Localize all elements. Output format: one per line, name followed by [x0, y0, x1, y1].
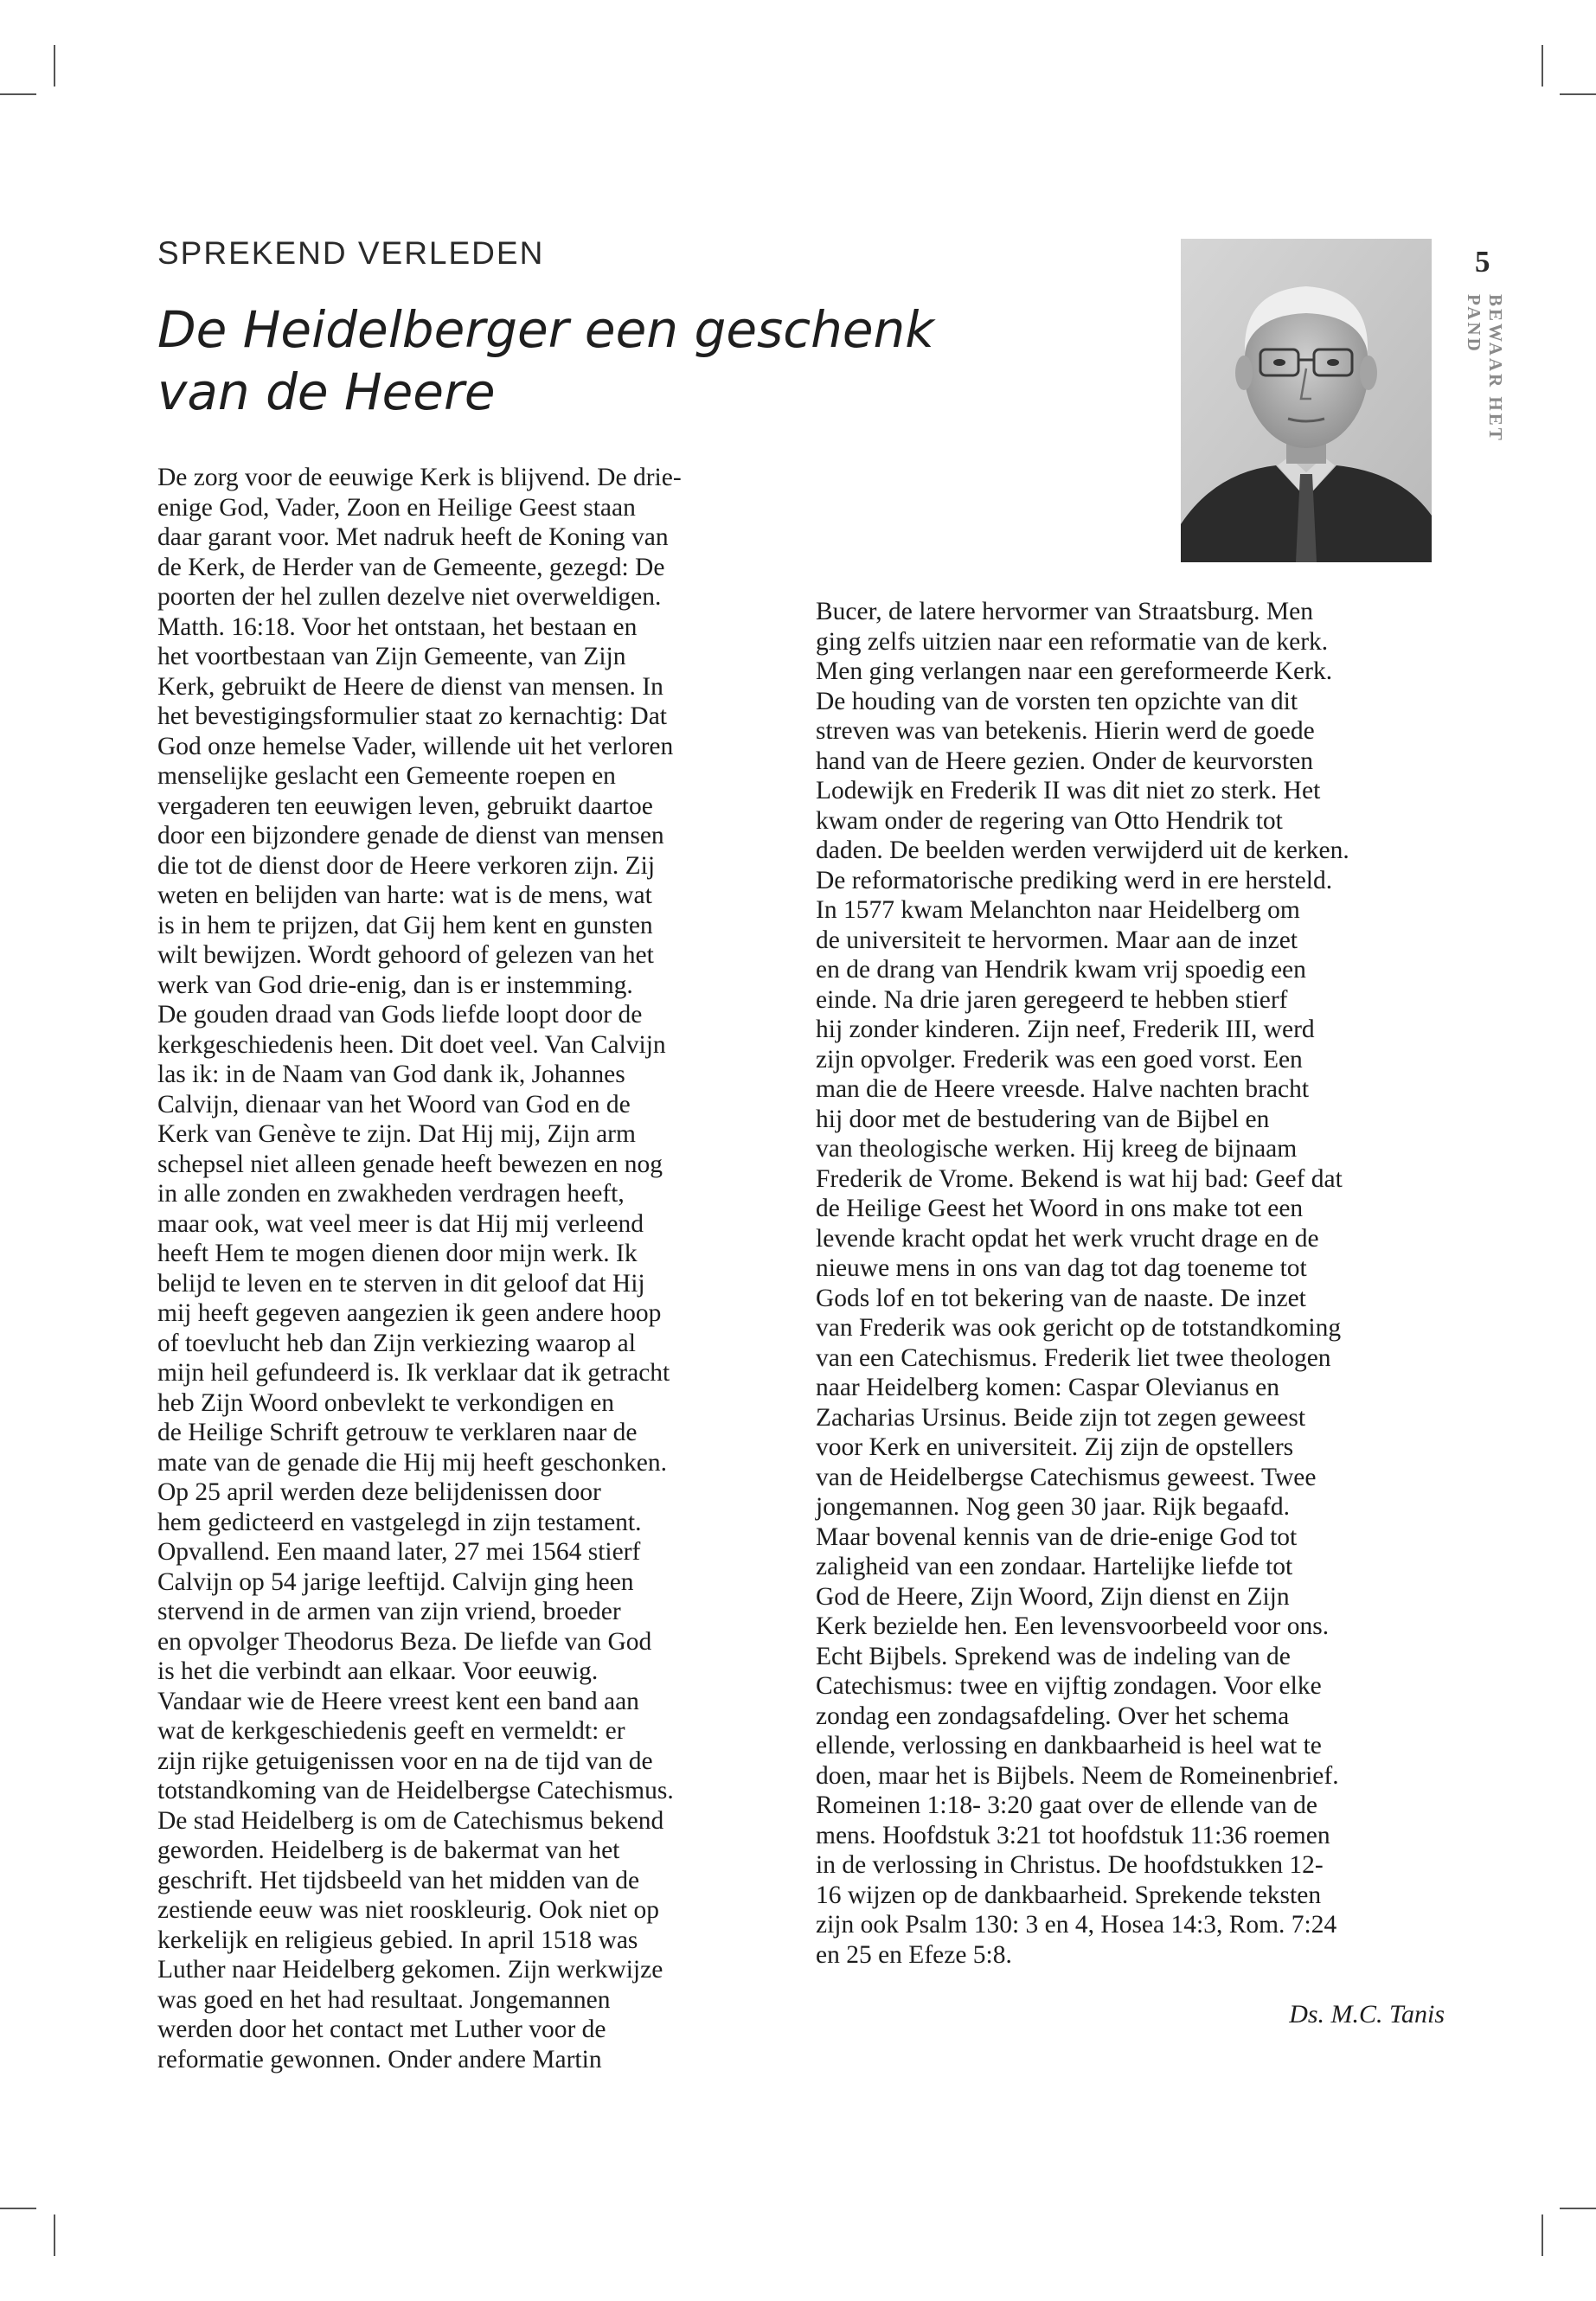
text-line: Matth. 16:18. Voor het ontstaan, het bestaan en — [157, 612, 638, 641]
crop-mark-bottom-left-vertical — [54, 2214, 55, 2256]
text-line: In 1577 kwam Melanchton naar Heidelberg om — [816, 896, 1300, 924]
text-line: stervend in de armen van zijn vriend, broeder — [157, 1598, 621, 1625]
text-line: vergaderen ten eeuwigen leven, gebruikt daartoe — [157, 792, 653, 820]
text-line: was goed en het had resultaat. Jongemannen — [157, 1985, 611, 2014]
text-line: ging zelfs uitzien naar een reformatie van de kerk. — [816, 627, 1329, 656]
text-line: poorten der hel zullen dezelve niet overweldigen. — [157, 583, 662, 611]
text-line: in alle zonden en zwakheden verdragen heeft, — [157, 1180, 625, 1208]
text-line: Lodewijk en Frederik II was dit niet zo sterk. Het — [816, 777, 1321, 804]
text-line: mij heeft gegeven aangezien ik geen andere hoop — [157, 1299, 662, 1327]
text-line: daden. De beelden werden verwijderd uit de kerken. — [816, 836, 1349, 864]
text-line: Opvallend. Een maand later, 27 mei 1564 stierf — [157, 1538, 641, 1566]
text-line: wat de kerkgeschiedenis geeft en vermeldt: er — [157, 1717, 625, 1745]
article-title-line-2: van de Heere — [157, 362, 496, 421]
text-line: hand van de Heere gezien. Onder de keurvorsten — [816, 747, 1313, 775]
text-line: die tot de dienst door de Heere verkoren zijn. Zij — [157, 851, 656, 880]
crop-mark-top-right-horizontal — [1560, 93, 1596, 95]
text-line: geworden. Heidelberg is de bakermat van het — [157, 1836, 620, 1864]
text-line: de Heilige Geest het Woord in ons make tot een — [816, 1195, 1304, 1222]
text-line: het bevestigingsformulier staat zo kernachtig: Dat — [157, 702, 667, 730]
author-portrait-photo — [1181, 239, 1432, 562]
text-line: hij door met de bestudering van de Bijbel en — [816, 1105, 1270, 1133]
author-signature: Ds. M.C. Tanis — [1289, 2000, 1445, 2029]
text-line: De houding van de vorsten ten opzichte van dit — [816, 687, 1298, 715]
text-line: zestiende eeuw was niet rooskleurig. Ook niet op — [157, 1896, 660, 1924]
running-header-vertical: BEWAAR HET PAND — [1464, 294, 1506, 443]
text-line: levende kracht opdat het werk vrucht drage en de — [816, 1224, 1319, 1253]
text-line: en opvolger Theodorus Beza. De liefde van God — [157, 1627, 652, 1656]
text-line: voor Kerk en universiteit. Zij zijn de opstellers — [816, 1433, 1294, 1461]
text-line: en 25 en Efeze 5:8. — [816, 1940, 1012, 1969]
text-line: Romeinen 1:18- 3:20 gaat over de ellende van de — [816, 1791, 1317, 1819]
text-line: God de Heere, Zijn Woord, Zijn dienst en Zijn — [816, 1582, 1290, 1611]
text-line: schepsel niet alleen genade heeft bewezen en nog — [157, 1150, 663, 1178]
text-line: einde. Na drie jaren geregeerd te hebben stierf — [816, 985, 1288, 1014]
text-line: zijn rijke getuigenissen voor en na de tijd van de — [157, 1747, 653, 1775]
text-line: belijd te leven en te sterven in dit geloof dat Hij — [157, 1269, 645, 1298]
text-line: werk van God drie-enig, dan is er instemming. — [157, 971, 633, 999]
text-line: God onze hemelse Vader, willende uit het verloren — [157, 732, 674, 760]
crop-mark-top-left-horizontal — [0, 93, 36, 95]
crop-mark-top-right-vertical — [1542, 45, 1543, 87]
article-column-right — [816, 597, 1452, 1970]
text-line: de Kerk, de Herder van de Gemeente, gezegd: De — [157, 553, 665, 581]
text-line: Calvijn op 54 jarige leeftijd. Calvijn ging heen — [157, 1567, 634, 1596]
text-line: heb Zijn Woord onbevlekt te verkondigen en — [157, 1388, 614, 1417]
text-line: wilt bewijzen. Wordt gehoord of gelezen van het — [157, 941, 654, 969]
text-line: 16 wijzen op de dankbaarheid. Sprekende teksten — [816, 1881, 1322, 1909]
text-line: kerkelijk en religieus gebied. In april 1518 was — [157, 1926, 638, 1954]
text-line: zondag een zondagsafdeling. Over het schema — [816, 1702, 1290, 1730]
article-title-line-1: De Heidelberger een geschenk — [157, 300, 934, 359]
text-line: Gods lof en tot bekering van de naaste. De inzet — [816, 1284, 1306, 1312]
text-line: mens. Hoofdstuk 3:21 tot hoofdstuk 11:36 roemen — [816, 1821, 1330, 1849]
text-line: De reformatorische prediking werd in ere hersteld. — [816, 866, 1333, 894]
text-line: mijn heil gefundeerd is. Ik verklaar dat ik getracht — [157, 1359, 670, 1387]
text-line: is in hem te prijzen, dat Gij hem kent en gunsten — [157, 911, 653, 939]
text-line: Frederik de Vrome. Bekend is wat hij bad: Geef dat — [816, 1164, 1343, 1193]
text-line: menselijke geslacht een Gemeente roepen en — [157, 762, 616, 790]
article-column-left — [157, 463, 780, 2074]
text-line: jongemannen. Nog geen 30 jaar. Rijk begaafd. — [816, 1493, 1291, 1521]
text-line: De gouden draad van Gods liefde loopt door de — [157, 1001, 643, 1029]
text-line: naar Heidelberg komen: Caspar Olevianus en — [816, 1374, 1280, 1401]
crop-mark-bottom-left-horizontal — [0, 2208, 36, 2209]
crop-mark-bottom-right-vertical — [1542, 2214, 1543, 2256]
text-line: Vandaar wie de Heere vreest kent een band aan — [157, 1687, 639, 1715]
text-line: Zacharias Ursinus. Beide zijn tot zegen geweest — [816, 1403, 1306, 1432]
text-line: zaligheid van een zondaar. Hartelijke liefde tot — [816, 1553, 1293, 1580]
text-line: Luther naar Heidelberg gekomen. Zijn werkwijze — [157, 1956, 663, 1984]
text-line: reformatie gewonnen. Onder andere Martin — [157, 2045, 602, 2073]
text-line: het voortbestaan van Zijn Gemeente, van Zijn — [157, 643, 626, 670]
text-line: streven was van betekenis. Hierin werd de goede — [816, 717, 1315, 745]
text-line: enige God, Vader, Zoon en Heilige Geest staan — [157, 493, 636, 522]
text-line: totstandkoming van de Heidelbergse Catechismus. — [157, 1777, 674, 1804]
text-line: van theologische werken. Hij kreeg de bijnaam — [816, 1135, 1298, 1163]
section-label: SPREKEND VERLEDEN — [157, 235, 545, 271]
text-line: hem gedicteerd en vastgelegd in zijn testament. — [157, 1508, 642, 1536]
text-line: Op 25 april werden deze belijdenissen door — [157, 1478, 601, 1506]
text-line: doen, maar het is Bijbels. Neem de Romeinenbrief. — [816, 1761, 1339, 1790]
text-line: Men ging verlangen naar een gereformeerde Kerk. — [816, 657, 1333, 685]
text-line: Kerk van Genève te zijn. Dat Hij mij, Zijn arm — [157, 1120, 636, 1148]
text-line: zijn opvolger. Frederik was een goed vorst. Een — [816, 1045, 1303, 1074]
text-line: Echt Bijbels. Sprekend was de indeling van de — [816, 1642, 1291, 1670]
text-line: is het die verbindt aan elkaar. Voor eeuwig. — [157, 1657, 599, 1685]
text-line: en de drang van Hendrik kwam vrij spoedig een — [816, 956, 1306, 984]
text-line: las ik: in de Naam van God dank ik, Johannes — [157, 1061, 625, 1088]
crop-mark-top-left-vertical — [54, 45, 55, 87]
text-line: mate van de genade die Hij mij heeft geschonken. — [157, 1448, 667, 1477]
text-line: van Frederik was ook gericht op de totstandkoming — [816, 1314, 1342, 1342]
text-line: kwam onder de regering van Otto Hendrik tot — [816, 806, 1283, 835]
text-line: ellende, verlossing en dankbaarheid is heel wat te — [816, 1732, 1322, 1759]
text-line: Catechismus: twee en vijftig zondagen. Voor elke — [816, 1672, 1322, 1700]
article-title — [157, 298, 953, 423]
text-line: maar ook, wat veel meer is dat Hij mij verleend — [157, 1209, 644, 1238]
text-line: nieuwe mens in ons van dag tot dag toeneme tot — [816, 1254, 1307, 1282]
text-line: man die de Heere vreesde. Halve nachten bracht — [816, 1075, 1310, 1103]
text-line: Kerk bezielde hen. Een levensvoorbeeld voor ons. — [816, 1612, 1330, 1640]
text-line: Calvijn, dienaar van het Woord van God en de — [157, 1090, 631, 1118]
text-line: van een Catechismus. Frederik liet twee theologen — [816, 1343, 1331, 1372]
text-line: heeft Hem te mogen dienen door mijn werk. Ik — [157, 1240, 638, 1267]
crop-mark-bottom-right-horizontal — [1560, 2208, 1596, 2209]
text-line: geschrift. Het tijdsbeeld van het midden van de — [157, 1866, 640, 1894]
text-line: hij zonder kinderen. Zijn neef, Frederik III, werd — [816, 1016, 1315, 1043]
text-line: door een bijzondere genade de dienst van mensen — [157, 822, 664, 849]
text-line: de universiteit te hervormen. Maar aan de inzet — [816, 926, 1298, 954]
text-line: daar garant voor. Met nadruk heeft de Koning van — [157, 523, 669, 551]
text-line: de Heilige Schrift getrouw te verklaren naar de — [157, 1419, 638, 1446]
text-line: De zorg voor de eeuwige Kerk is blijvend. De drie- — [157, 464, 682, 491]
text-line: werden door het contact met Luther voor de — [157, 2016, 606, 2043]
text-line: Kerk, gebruikt de Heere de dienst van mensen. In — [157, 672, 663, 701]
page-number: 5 — [1475, 245, 1490, 279]
text-line: of toevlucht heb dan Zijn verkiezing waarop al — [157, 1329, 636, 1357]
text-line: zijn ook Psalm 130: 3 en 4, Hosea 14:3, Rom. 7:24 — [816, 1911, 1337, 1939]
text-line: kerkgeschiedenis heen. Dit doet veel. Van Calvijn — [157, 1030, 666, 1059]
text-line: van de Heidelbergse Catechismus geweest. Twee — [816, 1463, 1317, 1491]
text-line: Bucer, de latere hervormer van Straatsburg. Men — [816, 598, 1313, 625]
text-line: De stad Heidelberg is om de Catechismus bekend — [157, 1806, 664, 1835]
text-line: in de verlossing in Christus. De hoofdstukken 12- — [816, 1851, 1324, 1879]
text-line: Maar bovenal kennis van de drie-enige God tot — [816, 1522, 1298, 1551]
text-line: weten en belijden van harte: wat is de mens, wat — [157, 881, 652, 909]
